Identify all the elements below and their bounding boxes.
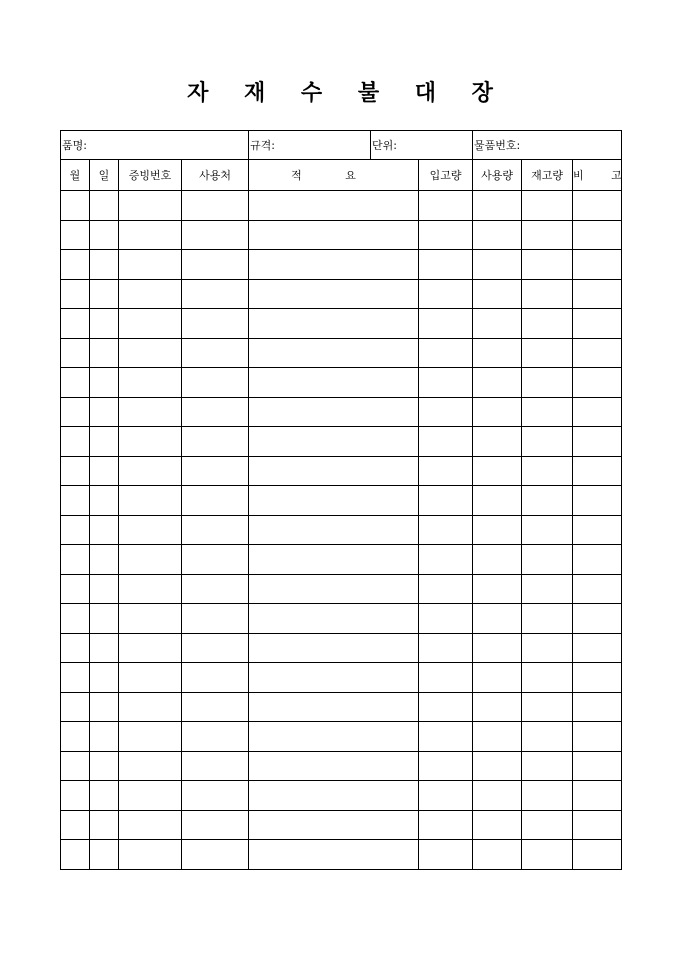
day-cell[interactable]	[90, 781, 119, 811]
ledger-table	[60, 130, 634, 870]
remarks-cell[interactable]	[573, 309, 622, 339]
header-row	[61, 160, 622, 191]
month-cell[interactable]	[61, 250, 90, 280]
used-cell[interactable]	[473, 191, 522, 221]
table-row	[61, 427, 622, 457]
voucher-no-cell[interactable]	[119, 456, 182, 486]
month-cell[interactable]	[61, 427, 90, 457]
used-cell[interactable]	[473, 722, 522, 752]
voucher-no-cell[interactable]	[119, 220, 182, 250]
received-cell[interactable]	[419, 810, 473, 840]
table-row	[61, 663, 622, 693]
user-cell[interactable]	[182, 633, 249, 663]
month-cell[interactable]	[61, 515, 90, 545]
used-cell[interactable]	[473, 427, 522, 457]
table-row	[61, 309, 622, 339]
voucher-no-cell[interactable]	[119, 840, 182, 870]
stock-cell[interactable]	[522, 309, 573, 339]
summary-cell[interactable]	[249, 574, 419, 604]
day-cell[interactable]	[90, 427, 119, 457]
user-cell[interactable]	[182, 722, 249, 752]
summary-cell[interactable]	[249, 692, 419, 722]
received-cell[interactable]	[419, 456, 473, 486]
voucher-no-cell[interactable]	[119, 663, 182, 693]
remarks-cell[interactable]	[573, 722, 622, 752]
stock-cell[interactable]	[522, 663, 573, 693]
table-row	[61, 604, 622, 634]
remarks-cell[interactable]	[573, 397, 622, 427]
user-cell[interactable]	[182, 338, 249, 368]
table-row	[61, 397, 622, 427]
table-row	[61, 692, 622, 722]
day-cell[interactable]	[90, 191, 119, 221]
col-month: 월	[61, 160, 90, 191]
used-cell[interactable]	[473, 309, 522, 339]
user-cell[interactable]	[182, 486, 249, 516]
stock-cell[interactable]	[522, 515, 573, 545]
month-cell[interactable]	[61, 368, 90, 398]
received-cell[interactable]	[419, 250, 473, 280]
day-cell[interactable]	[90, 692, 119, 722]
received-cell[interactable]	[419, 604, 473, 634]
remarks-cell[interactable]	[573, 191, 622, 221]
used-cell[interactable]	[473, 220, 522, 250]
user-cell[interactable]	[182, 309, 249, 339]
summary-cell[interactable]	[249, 191, 419, 221]
table-row	[61, 545, 622, 575]
summary-cell[interactable]	[249, 220, 419, 250]
remarks-cell[interactable]	[573, 515, 622, 545]
received-cell[interactable]	[419, 633, 473, 663]
voucher-no-cell[interactable]	[119, 368, 182, 398]
col-used: 사용량	[473, 160, 522, 191]
stock-cell[interactable]	[522, 633, 573, 663]
remarks-cell[interactable]	[573, 220, 622, 250]
received-cell[interactable]	[419, 751, 473, 781]
month-cell[interactable]	[61, 486, 90, 516]
summary-cell[interactable]	[249, 250, 419, 280]
spec-field[interactable]: 규격:	[249, 131, 371, 160]
used-cell[interactable]	[473, 545, 522, 575]
received-cell[interactable]	[419, 486, 473, 516]
month-cell[interactable]	[61, 338, 90, 368]
col-user: 사용처	[182, 160, 249, 191]
month-cell[interactable]	[61, 309, 90, 339]
summary-cell[interactable]	[249, 722, 419, 752]
month-cell[interactable]	[61, 692, 90, 722]
day-cell[interactable]	[90, 633, 119, 663]
received-cell[interactable]	[419, 220, 473, 250]
summary-cell[interactable]	[249, 279, 419, 309]
table-row	[61, 220, 622, 250]
user-cell[interactable]	[182, 840, 249, 870]
used-cell[interactable]	[473, 781, 522, 811]
col-day: 일	[90, 160, 119, 191]
remarks-cell[interactable]	[573, 574, 622, 604]
used-cell[interactable]	[473, 279, 522, 309]
month-cell[interactable]	[61, 663, 90, 693]
used-cell[interactable]	[473, 633, 522, 663]
user-cell[interactable]	[182, 692, 249, 722]
stock-cell[interactable]	[522, 250, 573, 280]
remarks-cell[interactable]	[573, 663, 622, 693]
user-cell[interactable]	[182, 279, 249, 309]
received-cell[interactable]	[419, 279, 473, 309]
remarks-cell[interactable]	[573, 456, 622, 486]
summary-cell[interactable]	[249, 456, 419, 486]
table-row	[61, 456, 622, 486]
table-row	[61, 574, 622, 604]
table-row	[61, 368, 622, 398]
summary-cell[interactable]	[249, 604, 419, 634]
user-cell[interactable]	[182, 397, 249, 427]
user-cell[interactable]	[182, 456, 249, 486]
summary-cell[interactable]	[249, 427, 419, 457]
used-cell[interactable]	[473, 604, 522, 634]
page-title: 자 재 수 불 대 장	[187, 80, 507, 106]
col-stock: 재고량	[522, 160, 573, 191]
stock-cell[interactable]	[522, 810, 573, 840]
table-row	[61, 250, 622, 280]
month-cell[interactable]	[61, 456, 90, 486]
user-cell[interactable]	[182, 810, 249, 840]
remarks-cell[interactable]	[573, 427, 622, 457]
stock-cell[interactable]	[522, 545, 573, 575]
table-row	[61, 486, 622, 516]
user-cell[interactable]	[182, 663, 249, 693]
used-cell[interactable]	[473, 368, 522, 398]
day-cell[interactable]	[90, 840, 119, 870]
voucher-no-cell[interactable]	[119, 427, 182, 457]
stock-cell[interactable]	[522, 486, 573, 516]
table-row	[61, 633, 622, 663]
item-no-field[interactable]: 물품번호:	[473, 131, 622, 160]
stock-cell[interactable]	[522, 604, 573, 634]
summary-cell[interactable]	[249, 545, 419, 575]
col-received: 입고량	[419, 160, 473, 191]
col-remarks: 비 고	[573, 160, 622, 191]
voucher-no-cell[interactable]	[119, 781, 182, 811]
remarks-cell[interactable]	[573, 279, 622, 309]
voucher-no-cell[interactable]	[119, 810, 182, 840]
remarks-cell[interactable]	[573, 633, 622, 663]
stock-cell[interactable]	[522, 574, 573, 604]
user-cell[interactable]	[182, 574, 249, 604]
voucher-no-cell[interactable]	[119, 191, 182, 221]
day-cell[interactable]	[90, 397, 119, 427]
col-voucher-no: 증빙번호	[119, 160, 182, 191]
stock-cell[interactable]	[522, 279, 573, 309]
user-cell[interactable]	[182, 427, 249, 457]
remarks-cell[interactable]	[573, 840, 622, 870]
user-cell[interactable]	[182, 368, 249, 398]
day-cell[interactable]	[90, 456, 119, 486]
day-cell[interactable]	[90, 545, 119, 575]
voucher-no-cell[interactable]	[119, 338, 182, 368]
user-cell[interactable]	[182, 604, 249, 634]
summary-cell[interactable]	[249, 368, 419, 398]
remarks-cell[interactable]	[573, 545, 622, 575]
month-cell[interactable]	[61, 604, 90, 634]
received-cell[interactable]	[419, 692, 473, 722]
summary-cell[interactable]	[249, 338, 419, 368]
remarks-cell[interactable]	[573, 810, 622, 840]
used-cell[interactable]	[473, 397, 522, 427]
day-cell[interactable]	[90, 368, 119, 398]
summary-cell[interactable]	[249, 840, 419, 870]
user-cell[interactable]	[182, 515, 249, 545]
summary-cell[interactable]	[249, 309, 419, 339]
day-cell[interactable]	[90, 279, 119, 309]
used-cell[interactable]	[473, 338, 522, 368]
stock-cell[interactable]	[522, 456, 573, 486]
table-row	[61, 515, 622, 545]
remarks-cell[interactable]	[573, 486, 622, 516]
day-cell[interactable]	[90, 250, 119, 280]
day-cell[interactable]	[90, 722, 119, 752]
month-cell[interactable]	[61, 545, 90, 575]
table-row	[61, 722, 622, 752]
received-cell[interactable]	[419, 840, 473, 870]
user-cell[interactable]	[182, 191, 249, 221]
col-summary: 적 요	[249, 160, 419, 191]
voucher-no-cell[interactable]	[119, 486, 182, 516]
day-cell[interactable]	[90, 751, 119, 781]
user-cell[interactable]	[182, 250, 249, 280]
voucher-no-cell[interactable]	[119, 397, 182, 427]
received-cell[interactable]	[419, 574, 473, 604]
remarks-cell[interactable]	[573, 368, 622, 398]
summary-cell[interactable]	[249, 663, 419, 693]
voucher-no-cell[interactable]	[119, 604, 182, 634]
summary-cell[interactable]	[249, 751, 419, 781]
voucher-no-cell[interactable]	[119, 722, 182, 752]
summary-cell[interactable]	[249, 515, 419, 545]
user-cell[interactable]	[182, 751, 249, 781]
summary-cell[interactable]	[249, 781, 419, 811]
received-cell[interactable]	[419, 338, 473, 368]
received-cell[interactable]	[419, 191, 473, 221]
summary-cell[interactable]	[249, 397, 419, 427]
used-cell[interactable]	[473, 810, 522, 840]
stock-cell[interactable]	[522, 191, 573, 221]
used-cell[interactable]	[473, 486, 522, 516]
voucher-no-cell[interactable]	[119, 574, 182, 604]
voucher-no-cell[interactable]	[119, 633, 182, 663]
table-row	[61, 840, 622, 870]
table-row	[61, 338, 622, 368]
received-cell[interactable]	[419, 545, 473, 575]
month-cell[interactable]	[61, 397, 90, 427]
summary-cell[interactable]	[249, 633, 419, 663]
day-cell[interactable]	[90, 663, 119, 693]
month-cell[interactable]	[61, 781, 90, 811]
voucher-no-cell[interactable]	[119, 279, 182, 309]
user-cell[interactable]	[182, 781, 249, 811]
month-cell[interactable]	[61, 722, 90, 752]
used-cell[interactable]	[473, 692, 522, 722]
stock-cell[interactable]	[522, 751, 573, 781]
received-cell[interactable]	[419, 397, 473, 427]
used-cell[interactable]	[473, 574, 522, 604]
received-cell[interactable]	[419, 663, 473, 693]
month-cell[interactable]	[61, 751, 90, 781]
day-cell[interactable]	[90, 574, 119, 604]
item-name-field[interactable]: 품명:	[61, 131, 249, 160]
month-cell[interactable]	[61, 810, 90, 840]
table-row	[61, 781, 622, 811]
summary-cell[interactable]	[249, 486, 419, 516]
table-row	[61, 751, 622, 781]
stock-cell[interactable]	[522, 840, 573, 870]
used-cell[interactable]	[473, 515, 522, 545]
month-cell[interactable]	[61, 191, 90, 221]
day-cell[interactable]	[90, 220, 119, 250]
summary-cell[interactable]	[249, 810, 419, 840]
month-cell[interactable]	[61, 220, 90, 250]
received-cell[interactable]	[419, 781, 473, 811]
voucher-no-cell[interactable]	[119, 751, 182, 781]
day-cell[interactable]	[90, 515, 119, 545]
day-cell[interactable]	[90, 338, 119, 368]
stock-cell[interactable]	[522, 692, 573, 722]
stock-cell[interactable]	[522, 368, 573, 398]
day-cell[interactable]	[90, 810, 119, 840]
info-row	[61, 131, 622, 160]
voucher-no-cell[interactable]	[119, 309, 182, 339]
remarks-cell[interactable]	[573, 250, 622, 280]
received-cell[interactable]	[419, 368, 473, 398]
month-cell[interactable]	[61, 840, 90, 870]
month-cell[interactable]	[61, 574, 90, 604]
remarks-cell[interactable]	[573, 781, 622, 811]
stock-cell[interactable]	[522, 781, 573, 811]
voucher-no-cell[interactable]	[119, 545, 182, 575]
used-cell[interactable]	[473, 751, 522, 781]
used-cell[interactable]	[473, 250, 522, 280]
table-row	[61, 810, 622, 840]
used-cell[interactable]	[473, 840, 522, 870]
stock-cell[interactable]	[522, 722, 573, 752]
received-cell[interactable]	[419, 427, 473, 457]
received-cell[interactable]	[419, 309, 473, 339]
month-cell[interactable]	[61, 279, 90, 309]
received-cell[interactable]	[419, 515, 473, 545]
remarks-cell[interactable]	[573, 338, 622, 368]
stock-cell[interactable]	[522, 397, 573, 427]
stock-cell[interactable]	[522, 220, 573, 250]
day-cell[interactable]	[90, 486, 119, 516]
day-cell[interactable]	[90, 604, 119, 634]
remarks-cell[interactable]	[573, 604, 622, 634]
voucher-no-cell[interactable]	[119, 692, 182, 722]
stock-cell[interactable]	[522, 338, 573, 368]
used-cell[interactable]	[473, 456, 522, 486]
remarks-cell[interactable]	[573, 692, 622, 722]
table-row	[61, 279, 622, 309]
month-cell[interactable]	[61, 633, 90, 663]
remarks-cell[interactable]	[573, 751, 622, 781]
stock-cell[interactable]	[522, 427, 573, 457]
user-cell[interactable]	[182, 545, 249, 575]
voucher-no-cell[interactable]	[119, 515, 182, 545]
voucher-no-cell[interactable]	[119, 250, 182, 280]
received-cell[interactable]	[419, 722, 473, 752]
user-cell[interactable]	[182, 220, 249, 250]
table-row	[61, 191, 622, 221]
unit-field[interactable]: 단위:	[371, 131, 473, 160]
used-cell[interactable]	[473, 663, 522, 693]
day-cell[interactable]	[90, 309, 119, 339]
